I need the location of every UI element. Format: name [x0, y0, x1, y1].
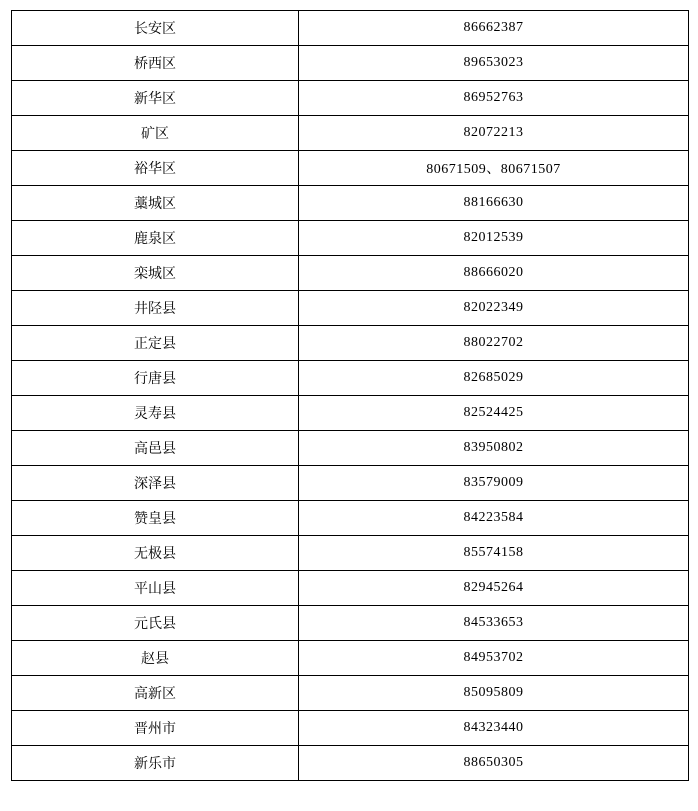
phone-cell: 85574158 — [299, 536, 689, 571]
table-row — [12, 431, 689, 466]
table-row — [12, 221, 689, 256]
phone-cell: 83579009 — [299, 466, 689, 501]
phone-cell: 84223584 — [299, 501, 689, 536]
phone-cell: 82524425 — [299, 396, 689, 431]
district-cell: 平山县 — [12, 571, 299, 606]
district-cell: 栾城区 — [12, 256, 299, 291]
district-cell: 新华区 — [12, 81, 299, 116]
phone-cell: 82945264 — [299, 571, 689, 606]
table-row — [12, 396, 689, 431]
table-row — [12, 641, 689, 676]
table-body — [12, 11, 689, 781]
district-cell: 藁城区 — [12, 186, 299, 221]
table-row — [12, 711, 689, 746]
table-row — [12, 501, 689, 536]
table-row — [12, 536, 689, 571]
table-row — [12, 46, 689, 81]
table-row — [12, 11, 689, 46]
table-row — [12, 186, 689, 221]
district-cell: 井陉县 — [12, 291, 299, 326]
district-cell: 新乐市 — [12, 746, 299, 781]
district-cell: 长安区 — [12, 11, 299, 46]
phone-cell: 88666020 — [299, 256, 689, 291]
phone-cell: 88650305 — [299, 746, 689, 781]
table-row — [12, 466, 689, 501]
district-cell: 行唐县 — [12, 361, 299, 396]
phone-cell: 83950802 — [299, 431, 689, 466]
phone-cell: 86662387 — [299, 11, 689, 46]
contact-table-container — [11, 10, 688, 781]
district-cell: 高新区 — [12, 676, 299, 711]
district-cell: 桥西区 — [12, 46, 299, 81]
phone-cell: 86952763 — [299, 81, 689, 116]
table-row — [12, 151, 689, 186]
phone-cell: 88022702 — [299, 326, 689, 361]
district-cell: 高邑县 — [12, 431, 299, 466]
table-row — [12, 571, 689, 606]
phone-cell: 82685029 — [299, 361, 689, 396]
district-cell: 赵县 — [12, 641, 299, 676]
district-cell: 灵寿县 — [12, 396, 299, 431]
district-cell: 裕华区 — [12, 151, 299, 186]
table-row — [12, 81, 689, 116]
table-row — [12, 676, 689, 711]
phone-cell: 89653023 — [299, 46, 689, 81]
table-row — [12, 361, 689, 396]
district-cell: 元氏县 — [12, 606, 299, 641]
phone-cell: 82022349 — [299, 291, 689, 326]
district-cell: 矿区 — [12, 116, 299, 151]
table-row — [12, 116, 689, 151]
phone-cell: 82072213 — [299, 116, 689, 151]
table-row — [12, 746, 689, 781]
table-row — [12, 326, 689, 361]
district-cell: 晋州市 — [12, 711, 299, 746]
district-cell: 无极县 — [12, 536, 299, 571]
district-cell: 赞皇县 — [12, 501, 299, 536]
phone-cell: 84323440 — [299, 711, 689, 746]
phone-cell: 80671509、80671507 — [299, 151, 689, 186]
table-row — [12, 291, 689, 326]
phone-cell: 84953702 — [299, 641, 689, 676]
district-cell: 鹿泉区 — [12, 221, 299, 256]
table-row — [12, 256, 689, 291]
phone-cell: 85095809 — [299, 676, 689, 711]
phone-cell: 82012539 — [299, 221, 689, 256]
phone-cell: 88166630 — [299, 186, 689, 221]
phone-cell: 84533653 — [299, 606, 689, 641]
district-cell: 深泽县 — [12, 466, 299, 501]
table-row — [12, 606, 689, 641]
district-phone-table — [11, 10, 689, 781]
district-cell: 正定县 — [12, 326, 299, 361]
